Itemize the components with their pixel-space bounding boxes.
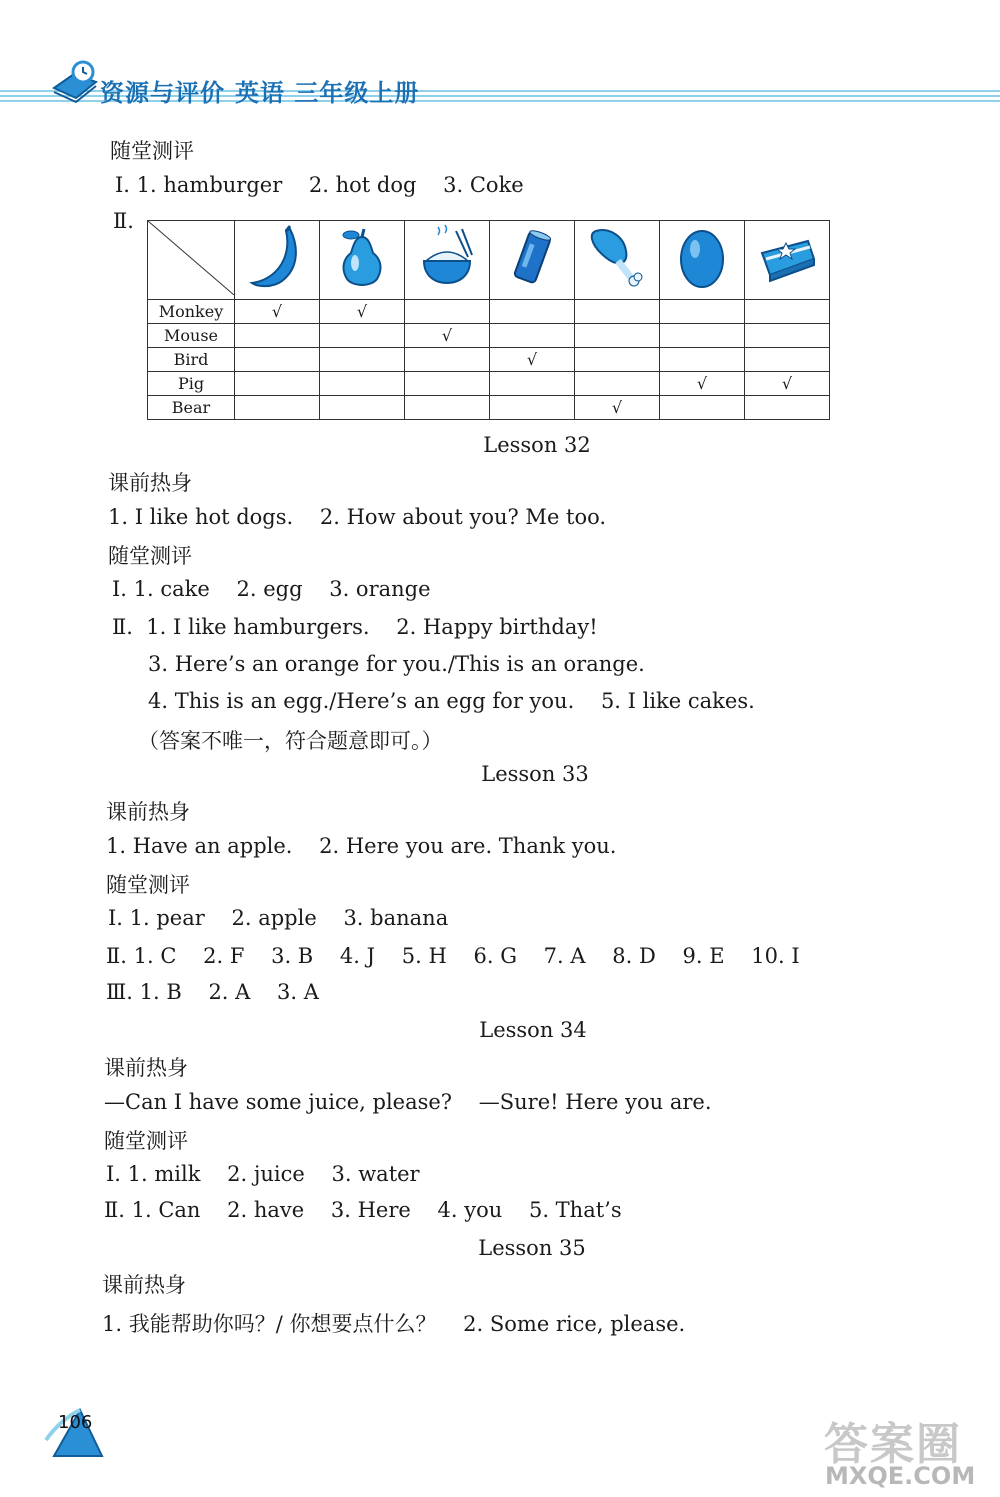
check-cell: √ (405, 324, 490, 348)
header-title (100, 73, 419, 108)
answer-line: Ⅰ. 1. cake 2. egg 3. orange (112, 577, 431, 601)
answer-line: Ⅰ. 1. hamburger 2. hot dog 3. Coke (115, 173, 524, 197)
answer-line: 1. Have an apple. 2. Here you are. Thank you. (106, 834, 617, 858)
check-cell (745, 300, 830, 324)
section-title: 课前热身 (102, 1273, 186, 1297)
check-cell (320, 348, 405, 372)
egg-icon (667, 223, 737, 293)
check-cell (320, 324, 405, 348)
table-header-row (148, 221, 830, 300)
section-title: 课前热身 (108, 471, 192, 495)
cake-icon (752, 223, 822, 293)
check-cell (575, 372, 660, 396)
answer-line: Ⅰ. 1. milk 2. juice 3. water (106, 1162, 420, 1186)
book-clock-logo-icon (50, 58, 100, 108)
food-cell (320, 221, 405, 300)
animal-label: Bear (148, 396, 235, 420)
answer-line: —Can I have some juice, please? —Sure! Here you are. (104, 1090, 712, 1114)
section-title: 随堂测评 (106, 873, 190, 897)
food-cell (575, 221, 660, 300)
check-cell (235, 324, 320, 348)
check-cell (490, 300, 575, 324)
answer-line: 1. 我能帮助你吗？/ 你想要点什么？ 2. Some rice, please. (102, 1312, 686, 1336)
check-cell (660, 348, 745, 372)
pear-icon (327, 223, 397, 293)
check-cell: √ (745, 372, 830, 396)
food-cell (235, 221, 320, 300)
check-cell (235, 396, 320, 420)
check-cell (490, 372, 575, 396)
check-cell (575, 348, 660, 372)
rice-bowl-icon (412, 223, 482, 293)
table-row (148, 300, 830, 324)
table-row (148, 372, 830, 396)
answer-line: Ⅲ. 1. B 2. A 3. A (106, 980, 319, 1004)
answer-line: 1. I like hot dogs. 2. How about you? Me too. (108, 505, 607, 529)
chicken-leg-icon (582, 223, 652, 293)
answer-line: Ⅱ. 1. Can 2. have 3. Here 4. you 5. That’s (104, 1198, 622, 1222)
lesson-heading: Lesson 33 (481, 762, 589, 786)
answer-line: Ⅱ. 1. I like hamburgers. 2. Happy birthday! (112, 615, 598, 639)
check-cell (745, 324, 830, 348)
answer-line: Ⅰ. 1. pear 2. apple 3. banana (108, 906, 449, 930)
page-header (0, 55, 1000, 115)
section-title: 随堂测评 (110, 139, 194, 163)
food-cell (660, 221, 745, 300)
section-title: 随堂测评 (108, 544, 192, 568)
coke-can-icon (497, 223, 567, 293)
food-animal-table (147, 220, 830, 420)
check-cell (490, 324, 575, 348)
food-cell (745, 221, 830, 300)
check-cell (660, 300, 745, 324)
answer-line: Ⅱ. 1. C 2. F 3. B 4. J 5. H 6. G 7. A 8. D 9. E 10. I (106, 944, 800, 968)
check-cell: √ (235, 300, 320, 324)
check-cell: √ (490, 348, 575, 372)
check-cell (660, 324, 745, 348)
check-cell (745, 396, 830, 420)
check-cell: √ (575, 396, 660, 420)
watermark-site: MXQE.COM (825, 1462, 976, 1490)
animal-label: Monkey (148, 300, 235, 324)
animal-label: Pig (148, 372, 235, 396)
check-cell (320, 396, 405, 420)
subject-name: 英语 三年级上册 (235, 79, 420, 107)
check-cell (405, 396, 490, 420)
banana-icon (242, 223, 312, 293)
check-cell (405, 348, 490, 372)
lesson-heading: Lesson 32 (483, 433, 591, 457)
check-cell: √ (320, 300, 405, 324)
section-title: 课前热身 (106, 800, 190, 824)
table-row (148, 396, 830, 420)
note-line: （答案不唯一，符合题意即可。） (138, 729, 443, 753)
check-cell (320, 372, 405, 396)
check-cell (235, 348, 320, 372)
animal-label: Bird (148, 348, 235, 372)
watermark-chars: 答案圈 (824, 1419, 962, 1470)
lesson-heading: Lesson 35 (478, 1236, 586, 1260)
check-cell (575, 300, 660, 324)
diagonal-corner-cell (148, 221, 235, 300)
section-title: 随堂测评 (104, 1129, 188, 1153)
table-row (148, 324, 830, 348)
food-cell (490, 221, 575, 300)
check-cell (405, 300, 490, 324)
check-cell (490, 396, 575, 420)
check-cell (575, 324, 660, 348)
check-cell (660, 396, 745, 420)
series-name: 资源与评价 (100, 79, 225, 107)
check-cell: √ (660, 372, 745, 396)
question-label: Ⅱ. (113, 209, 134, 233)
check-cell (745, 348, 830, 372)
lesson-heading: Lesson 34 (479, 1018, 587, 1042)
page-number: 106 (58, 1412, 93, 1433)
section-title: 课前热身 (104, 1056, 188, 1080)
check-cell (235, 372, 320, 396)
food-cell (405, 221, 490, 300)
table-row (148, 348, 830, 372)
animal-label: Mouse (148, 324, 235, 348)
answer-line: 4. This is an egg./Here’s an egg for you. 5. I like cakes. (148, 689, 755, 713)
answer-line: 3. Here’s an orange for you./This is an orange. (148, 652, 645, 676)
check-cell (405, 372, 490, 396)
